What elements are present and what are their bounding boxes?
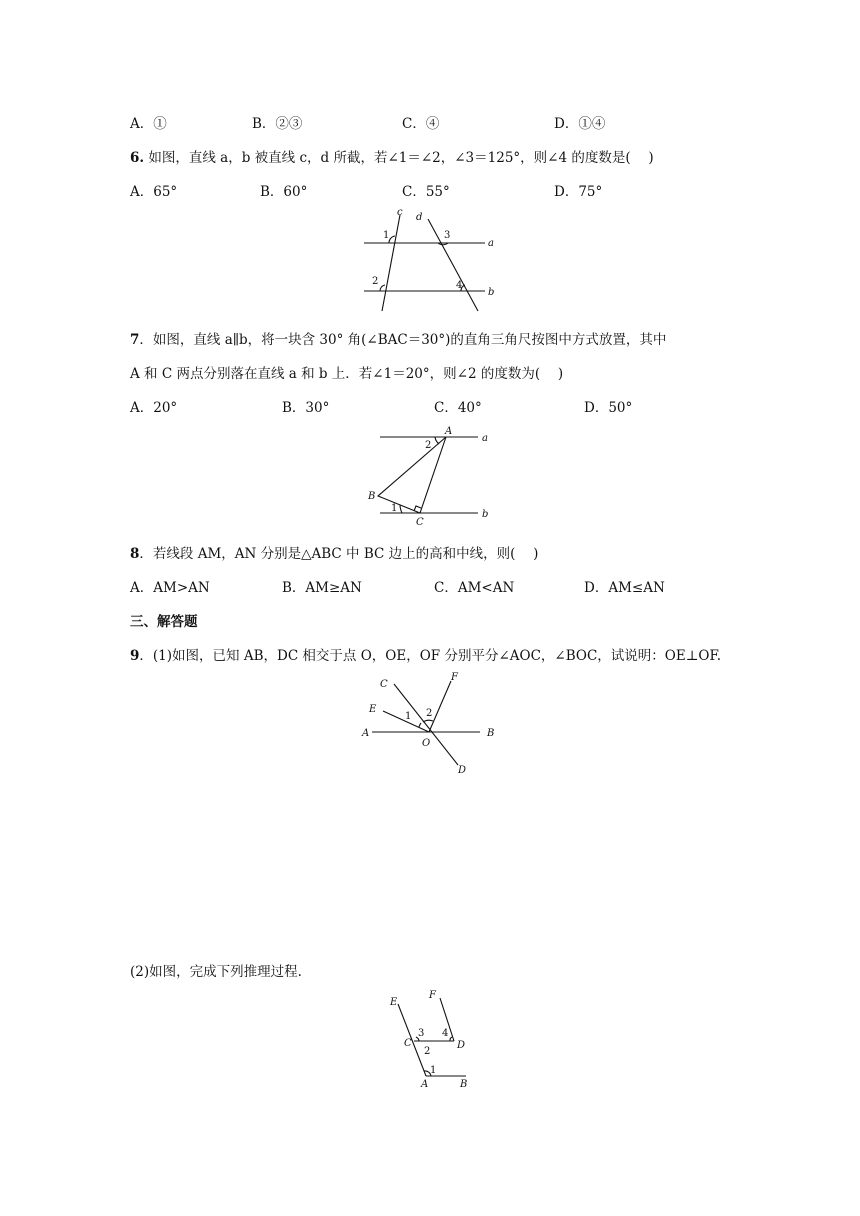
label-angle-4: 4 [442, 1028, 449, 1039]
q9-part1 [130, 644, 721, 664]
q5-option-b: B．②③ [252, 116, 303, 132]
label-angle-1: 1 [391, 503, 398, 514]
q7-number: 7 [130, 332, 140, 348]
label-angle-3: 3 [444, 230, 451, 241]
label-A: A [445, 426, 453, 437]
label-angle-4: 4 [456, 280, 463, 291]
q8-option-c: C．AM<AN [434, 580, 515, 596]
label-B: B [487, 728, 495, 739]
q5-option-a: A．① [130, 116, 167, 132]
label-angle-3: 3 [418, 1028, 425, 1039]
q9-part1-text: ．(1)如图，已知 AB，DC 相交于点 O，OE，OF 分别平分∠AOC，∠BOC，试说明：OE⊥OF. [139, 648, 722, 664]
q9-figure-1 [360, 670, 500, 780]
label-angle-2: 2 [426, 708, 433, 719]
angle-2-arc [423, 720, 433, 722]
label-a: a [482, 433, 488, 444]
angle-1-arc [419, 723, 421, 727]
label-C: C [404, 1038, 412, 1049]
label-angle-1: 1 [430, 1065, 437, 1076]
q6-option-d: D．75° [554, 184, 603, 200]
label-d: d [416, 212, 423, 223]
q6-text: 如图，直线 a，b 被直线 c，d 所截，若∠1＝∠2，∠3＝125°，则∠4 的度数是( ) [144, 150, 654, 166]
label-angle-2: 2 [372, 276, 379, 287]
q7-option-c: C．40° [434, 400, 482, 416]
angle-4-arc [450, 1037, 452, 1041]
label-D: D [457, 1040, 466, 1051]
line-ea [398, 1004, 426, 1076]
label-B: B [460, 1079, 468, 1090]
q8-question [130, 542, 538, 562]
q7-option-d: D．50° [584, 400, 633, 416]
label-a: a [488, 238, 494, 249]
q7-question-line2: A 和 C 两点分别落在直线 a 和 b 上．若∠1＝20°，则∠2 的度数为( ) [130, 366, 564, 382]
q6-option-c: C．55° [402, 184, 450, 200]
label-b: b [482, 509, 489, 520]
line-cd [394, 684, 458, 765]
label-angle-1: 1 [383, 230, 390, 241]
q7-text-line1: ．如图，直线 a∥b，将一块含 30° 角(∠BAC＝30°)的直角三角尺按图中方式放置，其中 [139, 332, 667, 348]
right-angle-mark [414, 506, 421, 511]
q5-option-d: D．①④ [554, 116, 606, 132]
angle-1-arc [400, 505, 402, 513]
label-angle-1: 1 [405, 711, 412, 722]
angle-2-arc [435, 437, 439, 444]
triangle-abc [378, 437, 446, 513]
section-title: 三、解答题 [130, 614, 198, 630]
label-B: B [368, 491, 376, 502]
label-C: C [416, 517, 424, 528]
label-b: b [488, 287, 495, 298]
label-F: F [429, 990, 436, 1001]
line-d [428, 219, 478, 311]
q8-option-b: B．AM≥AN [282, 580, 362, 596]
q6-question [130, 146, 654, 166]
q7-option-b: B．30° [282, 400, 330, 416]
q7-figure [366, 424, 496, 530]
angle-1-arc [389, 236, 395, 243]
angle-2-arc [380, 285, 385, 291]
label-c: c [397, 207, 403, 218]
q5-option-c: C．④ [402, 116, 440, 132]
label-angle-2: 2 [424, 1046, 431, 1057]
q8-option-a: A．AM>AN [130, 580, 210, 596]
q9-figure-2 [384, 988, 484, 1098]
ray-of [429, 681, 451, 732]
label-O: O [422, 738, 431, 749]
q8-text: ．若线段 AM，AN 分别是△ABC 中 BC 边上的高和中线，则( ) [139, 546, 539, 562]
q6-figure [360, 205, 500, 315]
label-F: F [451, 672, 458, 683]
q9-number: 9 [130, 648, 140, 664]
label-E: E [390, 997, 398, 1008]
q8-option-d: D．AM≤AN [584, 580, 665, 596]
label-D: D [458, 765, 467, 776]
q8-number: 8 [130, 546, 140, 562]
label-angle-2: 2 [425, 440, 432, 451]
q7-question-line1 [130, 328, 666, 348]
q9-part2: (2)如图，完成下列推理过程. [130, 964, 302, 980]
q6-number: 6. [130, 150, 145, 166]
label-E: E [369, 704, 377, 715]
label-C: C [380, 679, 388, 690]
q7-option-a: A．20° [130, 400, 178, 416]
q6-option-b: B．60° [260, 184, 308, 200]
label-A: A [362, 728, 370, 739]
label-A: A [421, 1079, 429, 1090]
q6-option-a: A．65° [130, 184, 178, 200]
